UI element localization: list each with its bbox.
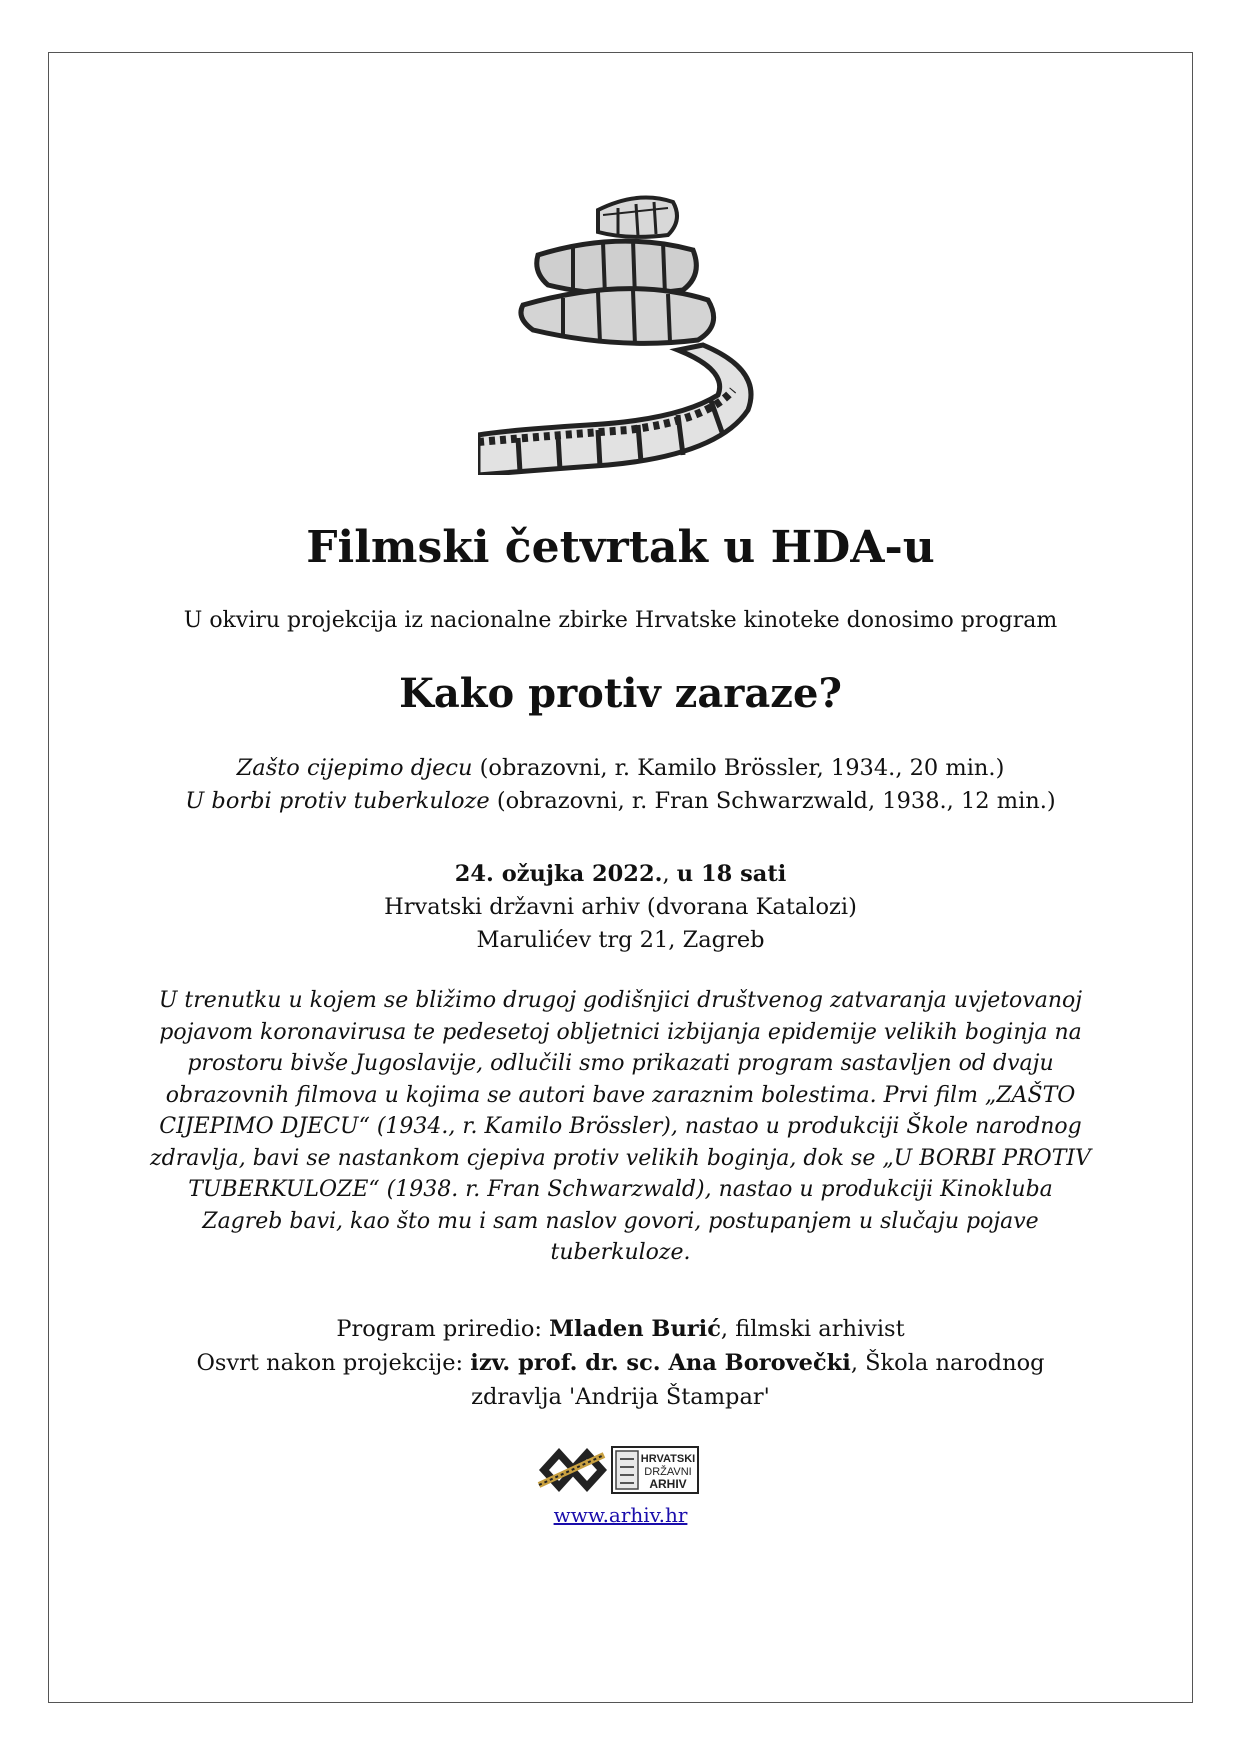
event-date: 24. ožujka 2022. [454, 861, 663, 887]
program-title: Kako protiv zaraze? [399, 670, 842, 717]
credit-institution: zdravlja 'Andrija Štampar' [471, 1384, 770, 1410]
program-description: U trenutku u kojem se bližimo drugoj godišnjici društvenog zatvaranja uvjetovanoj pojavom koronavirusa te pedesetoj obljetnici izbijanja epidemije velikih boginja na prostoru bivše Jugoslavije, odlučili smo prikazati program sastavljen od dvaju obrazovnih filmova u kojima se autori bave zaraznim bolestima. Prvi film „ZAŠTO CIJEPIMO DJECU“ (1934., r. Kamilo Brössler), nastao u produkciji Škole narodnog zdravlja, bavi se nastankom cjepiva protiv velikih boginja, dok se „U BORBI PROTIV TUBERKULOZE“ (1938. r. Fran Schwarzwald), nastao u produkciji Kinokluba Zagreb bavi, kao što mu i sam naslov govori, postupanjem u slučaju pojave tuberkuloze. [150, 988, 1091, 1265]
footer-link [48, 1503, 1193, 1527]
event-address: Marulićev trg 21, Zagreb [476, 927, 765, 953]
film-reel-icon [478, 180, 758, 475]
website-link[interactable]: www.arhiv.hr [553, 1503, 688, 1527]
film-name: U borbi protiv tuberkuloze [185, 788, 490, 814]
credits [48, 1312, 1193, 1414]
credit-reviewer [48, 1346, 1193, 1380]
credit-name: Mladen Burić [549, 1316, 721, 1342]
film-details: (obrazovni, r. Kamilo Brössler, 1934., 20 min.) [472, 755, 1005, 781]
film-name: Zašto cijepimo djecu [236, 755, 473, 781]
logo-text: HRVATSKI [640, 1453, 696, 1465]
logo-text: ARHIV [649, 1477, 687, 1491]
film-item [48, 785, 1193, 818]
film-list [48, 752, 1193, 818]
event-info [48, 858, 1193, 957]
film-details: (obrazovni, r. Fran Schwarzwald, 1938., 12 min.) [489, 788, 1056, 814]
credit-organizer [48, 1312, 1193, 1346]
event-sep: , [662, 861, 677, 887]
credit-label: Program priredio: [336, 1316, 550, 1342]
credit-role: , Škola narodnog [850, 1350, 1045, 1376]
intro-text: U okviru projekcija iz nacionalne zbirke Hrvatske kinoteke donosimo program [183, 608, 1058, 633]
credit-role: , filmski arhivist [720, 1316, 905, 1342]
credit-name: izv. prof. dr. sc. Ana Borovečki [470, 1350, 851, 1376]
page-title: Filmski četvrtak u HDA-u [306, 522, 935, 573]
event-time: u 18 sati [676, 861, 787, 887]
event-venue: Hrvatski državni arhiv (dvorana Katalozi) [384, 894, 857, 920]
film-item [48, 752, 1193, 785]
logo-text: DRŽAVNI [644, 1466, 692, 1478]
event-datetime [48, 858, 1193, 891]
hda-logo-icon [532, 1441, 702, 1499]
credit-label: Osvrt nakon projekcije: [196, 1350, 471, 1376]
